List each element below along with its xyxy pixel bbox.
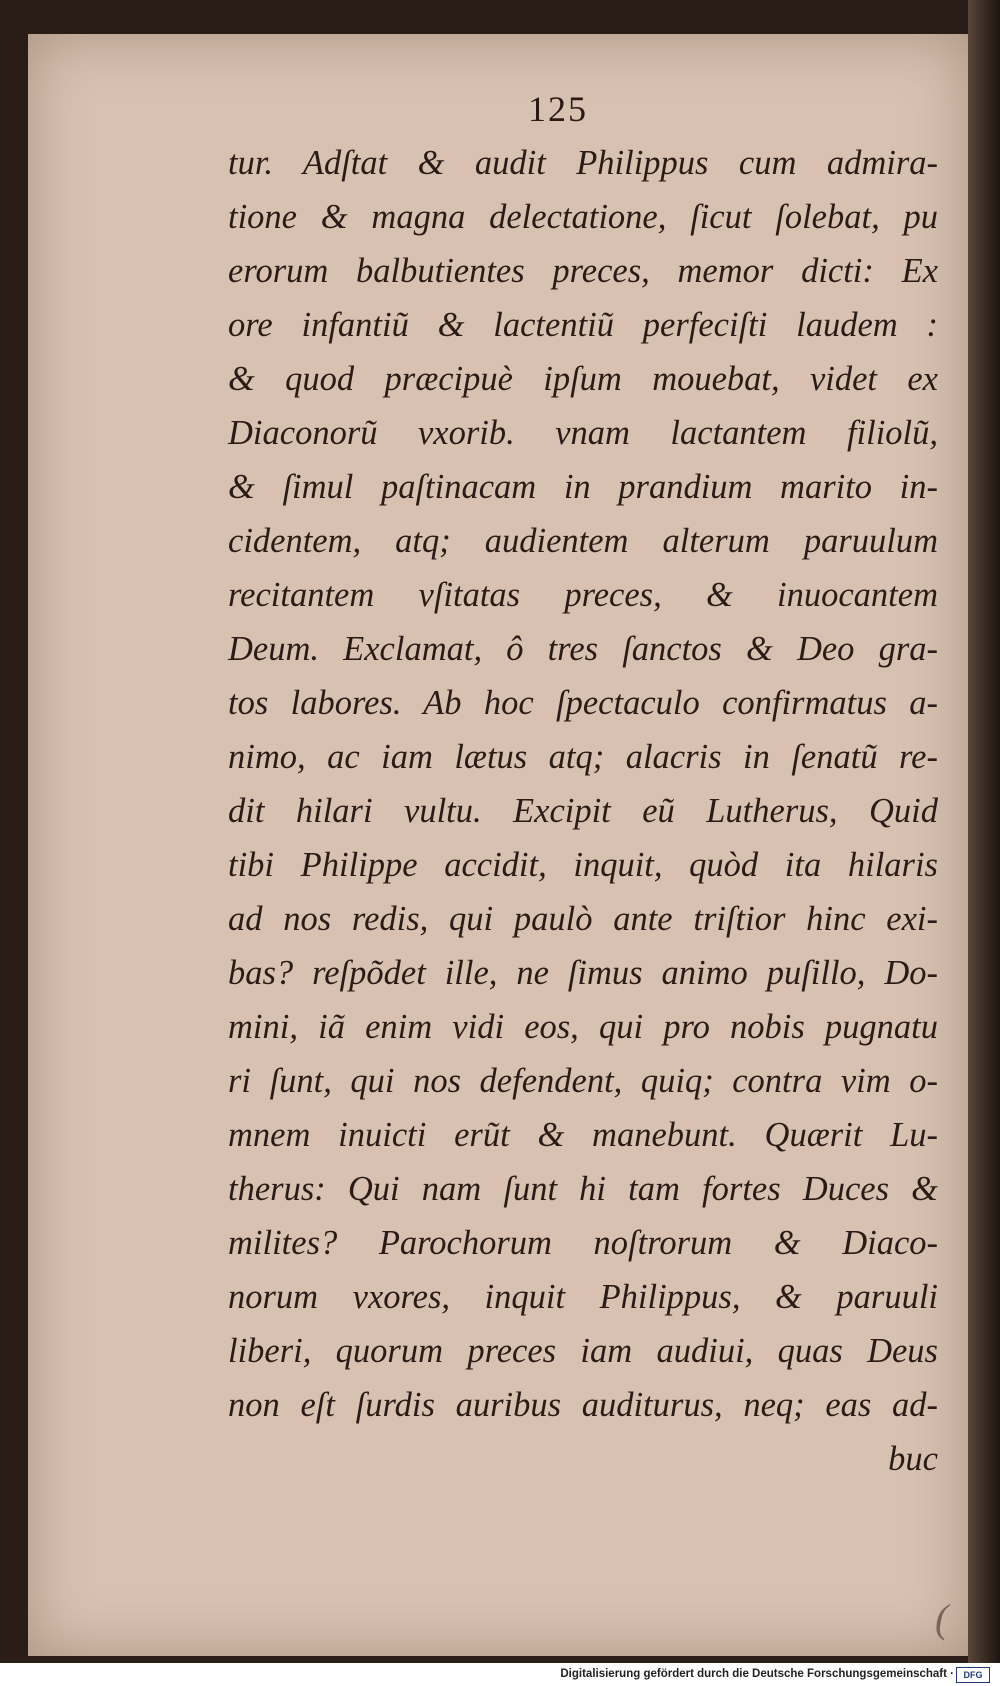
text-line: Deum. Exclamat, ô tres ſanctos & Deo gra-	[228, 630, 938, 668]
text-line: ad nos redis, qui paulò ante triſtior hinc exi-	[228, 900, 938, 938]
text-line: tur. Adſtat & audit Philippus cum admira-	[228, 144, 938, 182]
text-line: norum vxores, inquit Philippus, & paruuli	[228, 1278, 938, 1316]
text-line: bas? reſpõdet ille, ne ſimus animo puſillo, Do-	[228, 954, 938, 992]
text-line: ore infantiũ & lactentiũ perfeciſti laudem :	[228, 306, 938, 344]
footer-credit: Digitalisierung gefördert durch die Deutsche Forschungsgemeinschaft ·	[560, 1668, 954, 1680]
text-line: erorum balbutientes preces, memor dicti: Ex	[228, 252, 938, 290]
text-line: tibi Philippe accidit, inquit, quòd ita hilaris	[228, 846, 938, 884]
text-line: Diaconorũ vxorib. vnam lactantem filiolũ,	[228, 414, 938, 452]
text-line: cidentem, atq; audientem alterum paruulum	[228, 522, 938, 560]
text-line: milites? Parochorum noſtrorum & Diaco-	[228, 1224, 938, 1262]
text-line: therus: Qui nam ſunt hi tam fortes Duces &	[228, 1170, 938, 1208]
book-edge	[968, 0, 1000, 1663]
footer-bar	[0, 1663, 1000, 1686]
page-number: 125	[528, 89, 588, 129]
margin-mark: (	[935, 1596, 949, 1641]
text-line: mini, iã enim vidi eos, qui pro nobis pugnatu	[228, 1008, 938, 1046]
text-line: & ſimul paſtinacam in prandium marito in-	[228, 468, 938, 506]
text-line: liberi, quorum preces iam audiui, quas Deus	[228, 1332, 938, 1370]
text-line: recitantem vſitatas preces, & inuocantem	[228, 576, 938, 614]
text-line: dit hilari vultu. Excipit eũ Lutherus, Quid	[228, 792, 938, 830]
text-line: tione & magna delectatione, ſicut ſolebat, pu	[228, 198, 938, 236]
dfg-logo-icon[interactable]: DFG	[956, 1667, 990, 1683]
text-line: & quod præcipuè ipſum mouebat, videt ex	[228, 360, 938, 398]
catchword: buc	[888, 1440, 938, 1478]
text-line: ri ſunt, qui nos defendent, quiq; contra vim o-	[228, 1062, 938, 1100]
text-line: nimo, ac iam lætus atq; alacris in ſenatũ re-	[228, 738, 938, 776]
text-line: non eſt ſurdis auribus auditurus, neq; eas ad-	[228, 1386, 938, 1424]
text-line: mnem inuicti erũt & manebunt. Quærit Lu-	[228, 1116, 938, 1154]
body-text	[228, 136, 938, 1486]
text-line: tos labores. Ab hoc ſpectaculo confirmatus a-	[228, 684, 938, 722]
